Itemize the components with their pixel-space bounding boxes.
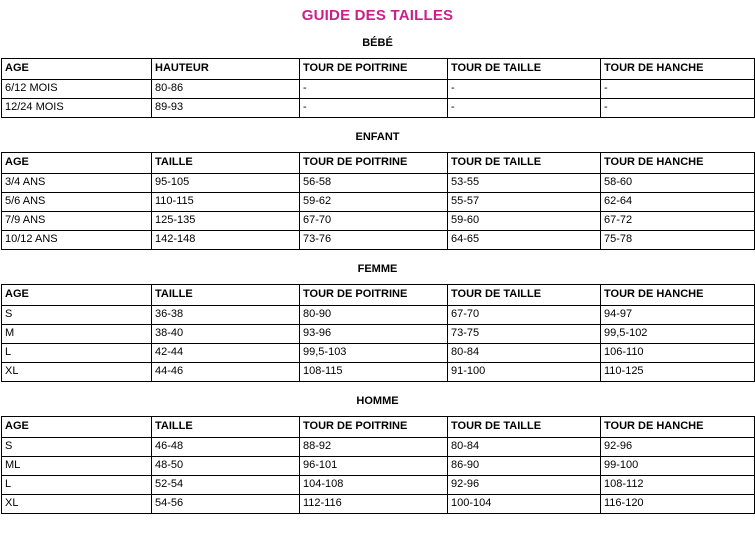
cell-waist: 86-90	[448, 457, 601, 476]
section-title-femme: FEMME	[357, 263, 398, 275]
cell-hip: 116-120	[601, 495, 755, 514]
cell-waist: 53-55	[448, 174, 601, 193]
cell-hip: 99,5-102	[601, 325, 755, 344]
cell-waist: 91-100	[448, 363, 601, 382]
table-header-row	[2, 59, 755, 80]
cell-size: 125-135	[152, 212, 300, 231]
cell-waist: 64-65	[448, 231, 601, 250]
size-table-homme	[1, 416, 755, 514]
size-table-bebe	[1, 58, 755, 118]
cell-chest: 80-90	[300, 306, 448, 325]
size-guide-page	[0, 7, 755, 553]
cell-chest: 56-58	[300, 174, 448, 193]
cell-hip: 110-125	[601, 363, 755, 382]
cell-chest: 59-62	[300, 193, 448, 212]
cell-waist: 73-75	[448, 325, 601, 344]
page-title: GUIDE DES TAILLES	[301, 7, 454, 24]
section-title-bebe: BÉBÉ	[362, 37, 393, 49]
table-row	[2, 193, 755, 212]
cell-age: 6/12 MOIS	[2, 80, 152, 99]
table-row	[2, 457, 755, 476]
column-header-hip: TOUR DE HANCHE	[601, 153, 755, 174]
section-homme	[0, 382, 755, 514]
cell-chest: 93-96	[300, 325, 448, 344]
cell-age: XL	[2, 363, 152, 382]
table-row	[2, 174, 755, 193]
table-row	[2, 438, 755, 457]
cell-chest: 67-70	[300, 212, 448, 231]
cell-waist: 55-57	[448, 193, 601, 212]
cell-age: 5/6 ANS	[2, 193, 152, 212]
cell-size: 95-105	[152, 174, 300, 193]
column-header-age: AGE	[2, 153, 152, 174]
cell-hip: 94-97	[601, 306, 755, 325]
table-row	[2, 306, 755, 325]
table-header-row	[2, 417, 755, 438]
cell-age: 7/9 ANS	[2, 212, 152, 231]
cell-waist: 67-70	[448, 306, 601, 325]
cell-size: 36-38	[152, 306, 300, 325]
cell-hip: 75-78	[601, 231, 755, 250]
table-row	[2, 325, 755, 344]
column-header-hip: TOUR DE HANCHE	[601, 285, 755, 306]
column-header-waist: TOUR DE TAILLE	[448, 285, 601, 306]
column-header-height: HAUTEUR	[152, 59, 300, 80]
column-header-size: TAILLE	[152, 417, 300, 438]
cell-size: 142-148	[152, 231, 300, 250]
table-header-row	[2, 153, 755, 174]
column-header-age: AGE	[2, 59, 152, 80]
section-enfant	[0, 118, 755, 250]
cell-waist: 92-96	[448, 476, 601, 495]
cell-hip: 108-112	[601, 476, 755, 495]
column-header-chest: TOUR DE POITRINE	[300, 59, 448, 80]
section-femme	[0, 250, 755, 382]
column-header-chest: TOUR DE POITRINE	[300, 285, 448, 306]
table-row	[2, 80, 755, 99]
cell-size: 42-44	[152, 344, 300, 363]
cell-chest: -	[300, 80, 448, 99]
cell-waist: 59-60	[448, 212, 601, 231]
section-title-enfant: ENFANT	[355, 131, 400, 143]
cell-hip: -	[601, 80, 755, 99]
column-header-size: TAILLE	[152, 285, 300, 306]
cell-waist: 80-84	[448, 344, 601, 363]
column-header-waist: TOUR DE TAILLE	[448, 417, 601, 438]
cell-waist: -	[448, 99, 601, 118]
size-table-femme	[1, 284, 755, 382]
cell-chest: 96-101	[300, 457, 448, 476]
cell-age: S	[2, 306, 152, 325]
cell-hip: 58-60	[601, 174, 755, 193]
cell-age: 10/12 ANS	[2, 231, 152, 250]
cell-size: 110-115	[152, 193, 300, 212]
cell-chest: -	[300, 99, 448, 118]
column-header-hip: TOUR DE HANCHE	[601, 59, 755, 80]
column-header-age: AGE	[2, 417, 152, 438]
table-row	[2, 231, 755, 250]
table-row	[2, 363, 755, 382]
cell-chest: 104-108	[300, 476, 448, 495]
cell-waist: 80-84	[448, 438, 601, 457]
column-header-hip: TOUR DE HANCHE	[601, 417, 755, 438]
table-header-row	[2, 285, 755, 306]
cell-chest: 108-115	[300, 363, 448, 382]
cell-hip: 92-96	[601, 438, 755, 457]
column-header-chest: TOUR DE POITRINE	[300, 153, 448, 174]
cell-chest: 112-116	[300, 495, 448, 514]
cell-hip: 67-72	[601, 212, 755, 231]
cell-age: L	[2, 476, 152, 495]
cell-age: L	[2, 344, 152, 363]
table-row	[2, 344, 755, 363]
cell-age: ML	[2, 457, 152, 476]
table-row	[2, 495, 755, 514]
cell-height: 89-93	[152, 99, 300, 118]
cell-height: 80-86	[152, 80, 300, 99]
column-header-size: TAILLE	[152, 153, 300, 174]
cell-age: 12/24 MOIS	[2, 99, 152, 118]
cell-age: XL	[2, 495, 152, 514]
cell-waist: 100-104	[448, 495, 601, 514]
cell-hip: 106-110	[601, 344, 755, 363]
cell-age: M	[2, 325, 152, 344]
cell-hip: -	[601, 99, 755, 118]
cell-size: 48-50	[152, 457, 300, 476]
column-header-waist: TOUR DE TAILLE	[448, 153, 601, 174]
cell-hip: 62-64	[601, 193, 755, 212]
table-row	[2, 212, 755, 231]
cell-size: 52-54	[152, 476, 300, 495]
cell-hip: 99-100	[601, 457, 755, 476]
section-title-homme: HOMME	[356, 395, 399, 407]
cell-size: 44-46	[152, 363, 300, 382]
table-row	[2, 476, 755, 495]
section-bebe	[0, 24, 755, 118]
cell-size: 46-48	[152, 438, 300, 457]
cell-age: S	[2, 438, 152, 457]
column-header-chest: TOUR DE POITRINE	[300, 417, 448, 438]
column-header-waist: TOUR DE TAILLE	[448, 59, 601, 80]
size-table-enfant	[1, 152, 755, 250]
cell-age: 3/4 ANS	[2, 174, 152, 193]
cell-chest: 99,5-103	[300, 344, 448, 363]
cell-size: 54-56	[152, 495, 300, 514]
cell-chest: 73-76	[300, 231, 448, 250]
table-row	[2, 99, 755, 118]
cell-waist: -	[448, 80, 601, 99]
column-header-age: AGE	[2, 285, 152, 306]
cell-size: 38-40	[152, 325, 300, 344]
cell-chest: 88-92	[300, 438, 448, 457]
